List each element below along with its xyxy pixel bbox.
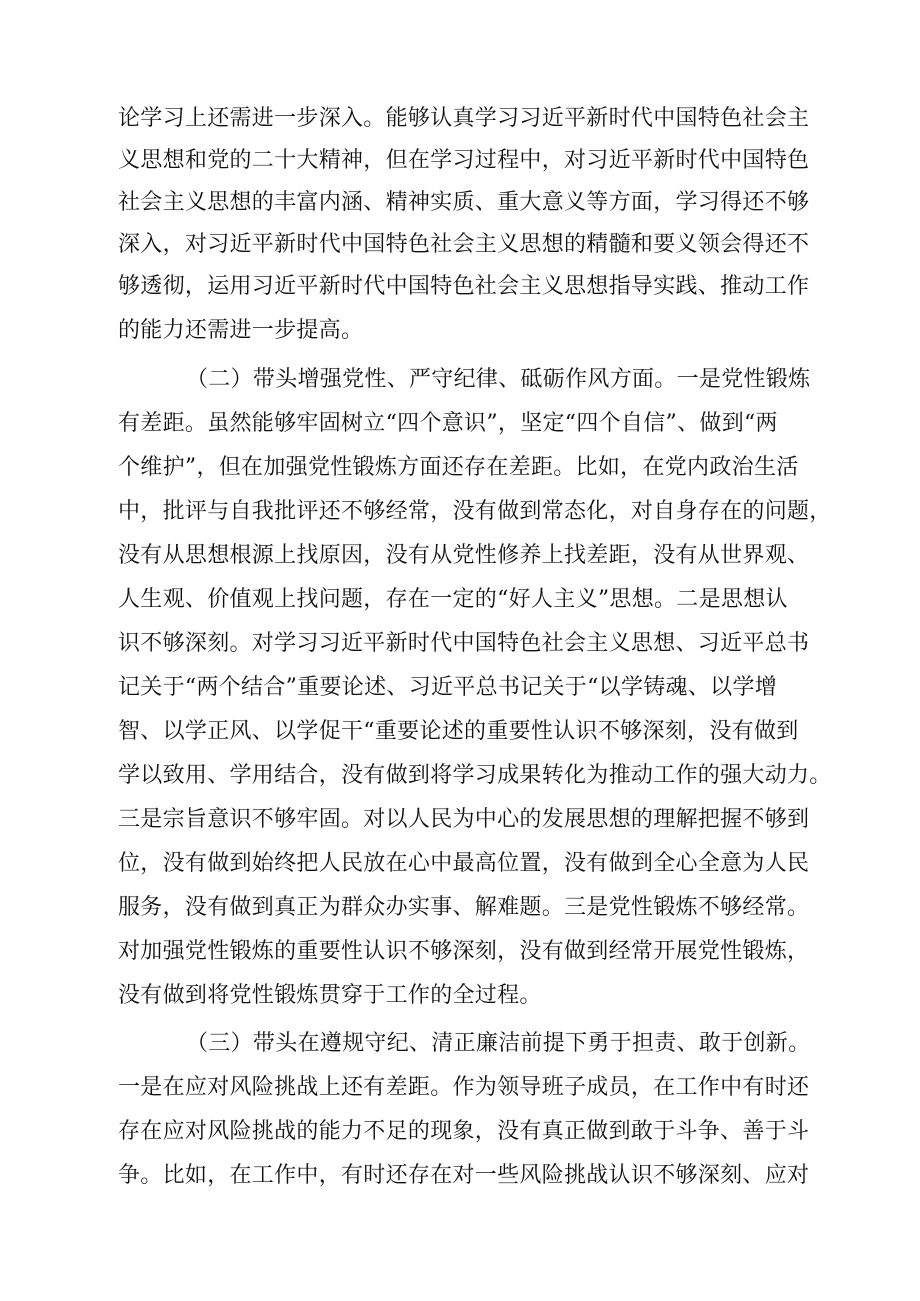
text-line: 争。比如，在工作中，有时还存在对一些风险挑战认识不够深刻、应对 (118, 1163, 810, 1188)
text-line: 三是宗旨意识不够牢固。对以人民为中心的发展思想的理解把握不够到 (118, 807, 810, 832)
text-line: 够透彻，运用习近平新时代中国特色社会主义思想指导实践、推动工作 (118, 274, 810, 299)
text-line: 义思想和党的二十大精神，但在学习过程中，对习近平新时代中国特色 (118, 148, 810, 173)
section-heading-line: （二）带头增强党性、严守纪律、砥砺作风方面。一是党性锻炼 (186, 367, 811, 392)
text-line: 记关于“两个结合”重要论述、习近平总书记关于“以学铸魂、以学增 (118, 675, 778, 700)
text-line: 人生观、价值观上找问题，存在一定的“好人主义”思想。二是思想认 (118, 587, 788, 612)
text-line: 个维护”，但在加强党性锻炼方面还存在差距。比如，在党内政治生活 (118, 455, 799, 480)
text-line: 学以致用、学用结合，没有做到将学习成果转化为推动工作的强大动力。 (118, 763, 832, 788)
text-line: 存在应对风险挑战的能力不足的现象，没有真正做到敢于斗争、善于斗 (118, 1119, 810, 1144)
text-line: 位，没有做到始终把人民放在心中最高位置，没有做到全心全意为人民 (118, 851, 810, 876)
text-line: 对加强党性锻炼的重要性认识不够深刻，没有做到经常开展党性锻炼， (118, 939, 810, 964)
text-line: 论学习上还需进一步深入。能够认真学习习近平新时代中国特色社会主 (118, 106, 810, 131)
text-line: 社会主义思想的丰富内涵、精神实质、重大意义等方面，学习得还不够 (118, 190, 810, 215)
section-heading-line: （三）带头在遵规守纪、清正廉洁前提下勇于担责、敢于创新。 (186, 1031, 811, 1056)
text-line: 深入，对习近平新时代中国特色社会主义思想的精髓和要义领会得还不 (118, 232, 810, 257)
text-line: 智、以学正风、以学促干“重要论述的重要性认识不够深刻，没有做到 (118, 719, 799, 744)
text-line: 识不够深刻。对学习习近平新时代中国特色社会主义思想、习近平总书 (118, 631, 810, 656)
text-line: 没有做到将党性锻炼贯穿于工作的全过程。 (118, 983, 542, 1008)
text-line: 中，批评与自我批评还不够经常，没有做到常态化，对自身存在的问题， (118, 499, 832, 524)
text-line: 没有从思想根源上找原因，没有从党性修养上找差距，没有从世界观、 (118, 543, 810, 568)
text-line: 一是在应对风险挑战上还有差距。作为领导班子成员，在工作中有时还 (118, 1075, 810, 1100)
text-line: 有差距。虽然能够牢固树立“四个意识”，坚定“四个自信”、做到“两 (118, 411, 778, 436)
text-line: 服务，没有做到真正为群众办实事、解难题。三是党性锻炼不够经常。 (118, 895, 810, 920)
text-line: 的能力还需进一步提高。 (118, 318, 364, 343)
